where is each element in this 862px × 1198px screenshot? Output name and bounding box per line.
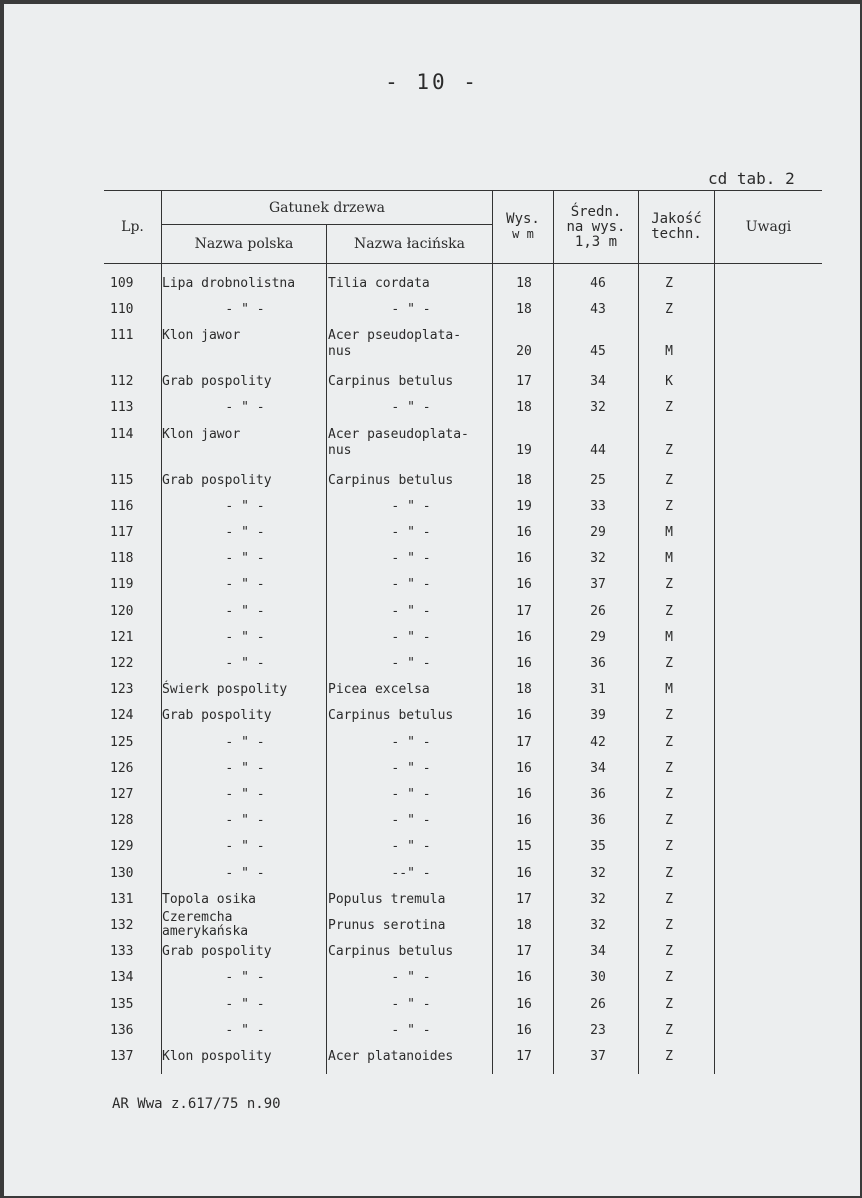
row-number: 128	[110, 813, 134, 829]
row-number: 129	[110, 839, 134, 855]
height-cell: 16	[516, 996, 532, 1012]
row-number: 115	[110, 472, 134, 488]
latin-name-cell: Carpinus betulus	[328, 374, 454, 390]
row-number: 135	[110, 996, 134, 1012]
diameter-cell: 44	[590, 442, 606, 458]
row-number: 127	[110, 786, 134, 802]
height-cell: 16	[516, 655, 532, 671]
polish-name-cell: Klon pospolity	[162, 1048, 272, 1064]
latin-name-cell: - " -	[391, 603, 431, 619]
latin-name-cell: nus	[328, 442, 352, 458]
quality-cell: Z	[665, 1048, 673, 1064]
polish-name-cell: Grab pospolity	[162, 944, 272, 960]
quality-cell: Z	[665, 917, 673, 933]
quality-cell: Z	[665, 472, 673, 488]
diameter-cell: 26	[590, 996, 606, 1012]
latin-name-cell: - " -	[391, 786, 431, 802]
col-divider-polish	[326, 224, 327, 1074]
height-cell: 16	[516, 865, 532, 881]
row-number: 116	[110, 498, 134, 514]
latin-name-cell: Acer paseudoplata-	[328, 426, 469, 442]
header-height-line1: Wys.	[506, 211, 540, 227]
row-number: 113	[110, 400, 134, 416]
quality-cell: Z	[665, 734, 673, 750]
diameter-cell: 42	[590, 734, 606, 750]
diameter-cell: 34	[590, 760, 606, 776]
diameter-cell: 43	[590, 302, 606, 318]
latin-name-cell: - " -	[391, 577, 431, 593]
latin-name-cell: - " -	[391, 839, 431, 855]
header-diameter-line3: 1,3 m	[574, 233, 618, 250]
latin-name-cell: Picea excelsa	[328, 682, 430, 698]
quality-cell: Z	[665, 760, 673, 776]
diameter-cell: 36	[590, 813, 606, 829]
diameter-cell: 30	[590, 970, 606, 986]
height-cell: 17	[516, 603, 532, 619]
header-quality-line2: techn.	[651, 226, 702, 242]
height-cell: 16	[516, 551, 532, 567]
latin-name-cell: - " -	[391, 970, 431, 986]
diameter-cell: 35	[590, 839, 606, 855]
row-number: 132	[110, 917, 134, 933]
height-cell: 18	[516, 302, 532, 318]
latin-name-cell: - " -	[391, 655, 431, 671]
row-number: 122	[110, 655, 134, 671]
header-diameter-line2: na wys.	[566, 218, 626, 235]
quality-cell: M	[665, 629, 673, 645]
latin-name-cell: Acer platanoides	[328, 1048, 454, 1064]
height-cell: 19	[516, 442, 532, 458]
polish-name-cell: - " -	[225, 760, 265, 776]
diameter-cell: 34	[590, 374, 606, 390]
row-number: 123	[110, 682, 134, 698]
col-divider-diameter	[638, 190, 639, 1074]
latin-name-cell: Acer pseudoplata-	[328, 328, 462, 344]
polish-name-cell: Grab pospolity	[162, 472, 272, 488]
polish-name-cell: - " -	[225, 302, 265, 318]
polish-name-cell: - " -	[225, 498, 265, 514]
polish-name-cell: Lipa drobnolistna	[162, 276, 296, 291]
continued-label: cd tab. 2	[708, 169, 795, 188]
row-number: 126	[110, 760, 134, 776]
height-cell: 20	[516, 344, 532, 360]
diameter-cell: 46	[590, 276, 606, 291]
latin-name-cell: - " -	[391, 498, 431, 514]
height-cell: 16	[516, 786, 532, 802]
height-cell: 16	[516, 577, 532, 593]
quality-cell: Z	[665, 655, 673, 671]
row-number: 133	[110, 944, 134, 960]
height-cell: 17	[516, 891, 532, 907]
polish-name-cell: - " -	[225, 839, 265, 855]
polish-name-cell: Grab pospolity	[162, 708, 272, 724]
latin-name-cell: Prunus serotina	[328, 917, 446, 933]
header-quality	[639, 192, 714, 262]
diameter-cell: 29	[590, 629, 606, 645]
quality-cell: Z	[665, 944, 673, 960]
height-cell: 16	[516, 970, 532, 986]
height-cell: 16	[516, 760, 532, 776]
latin-name-cell: Carpinus betulus	[328, 708, 454, 724]
latin-name-cell: - " -	[391, 551, 431, 567]
polish-name-cell: amerykańska	[162, 923, 249, 939]
document-page	[4, 4, 860, 1196]
quality-cell: Z	[665, 813, 673, 829]
diameter-cell: 32	[590, 551, 606, 567]
quality-cell: Z	[665, 970, 673, 986]
height-cell: 16	[516, 524, 532, 540]
polish-name-cell: Klon jawor	[162, 426, 241, 442]
polish-name-cell: - " -	[225, 629, 265, 645]
height-cell: 18	[516, 276, 532, 291]
species-subheader-line	[162, 224, 492, 225]
header-height-line2: w m	[512, 227, 534, 241]
polish-name-cell: - " -	[225, 1022, 265, 1038]
diameter-cell: 23	[590, 1022, 606, 1038]
diameter-cell: 32	[590, 865, 606, 881]
quality-cell: Z	[665, 400, 673, 416]
row-number: 134	[110, 970, 134, 986]
quality-cell: Z	[665, 603, 673, 619]
polish-name-cell: - " -	[225, 577, 265, 593]
row-number: 117	[110, 524, 134, 540]
row-number: 131	[110, 891, 134, 907]
diameter-cell: 36	[590, 655, 606, 671]
polish-name-cell: Świerk pospolity	[162, 682, 288, 698]
row-number: 121	[110, 629, 134, 645]
height-cell: 16	[516, 1022, 532, 1038]
height-cell: 17	[516, 734, 532, 750]
row-number: 136	[110, 1022, 134, 1038]
diameter-cell: 36	[590, 786, 606, 802]
header-height	[493, 192, 553, 262]
header-diameter-line1: Średn.	[570, 203, 622, 220]
row-number: 114	[110, 426, 134, 442]
diameter-cell: 39	[590, 708, 606, 724]
polish-name-cell: - " -	[225, 786, 265, 802]
header-latin-name: Nazwa łacińska	[354, 235, 465, 252]
polish-name-cell: - " -	[225, 865, 265, 881]
archive-reference: AR Wwa z.617/75 n.90	[112, 1096, 281, 1112]
quality-cell: M	[665, 344, 673, 360]
height-cell: 16	[516, 813, 532, 829]
quality-cell: Z	[665, 891, 673, 907]
row-number: 119	[110, 577, 134, 593]
diameter-cell: 31	[590, 682, 606, 698]
height-cell: 19	[516, 498, 532, 514]
quality-cell: Z	[665, 865, 673, 881]
latin-name-cell: - " -	[391, 734, 431, 750]
header-remarks: Uwagi	[745, 218, 792, 235]
col-divider-quality	[714, 190, 715, 1074]
latin-name-cell: nus	[328, 344, 352, 360]
row-number: 120	[110, 603, 134, 619]
header-lp: Lp.	[121, 218, 144, 235]
height-cell: 16	[516, 629, 532, 645]
row-number: 130	[110, 865, 134, 881]
latin-name-cell: Tilia cordata	[328, 276, 430, 291]
polish-name-cell: Klon jawor	[162, 328, 241, 344]
polish-name-cell: - " -	[225, 603, 265, 619]
polish-name-cell: Topola osika	[162, 891, 256, 907]
row-number: 109	[110, 276, 134, 291]
polish-name-cell: - " -	[225, 996, 265, 1012]
quality-cell: M	[665, 551, 673, 567]
quality-cell: M	[665, 524, 673, 540]
diameter-cell: 33	[590, 498, 606, 514]
latin-name-cell: Carpinus betulus	[328, 472, 454, 488]
diameter-cell: 32	[590, 917, 606, 933]
diameter-cell: 37	[590, 577, 606, 593]
page-number: - 10 -	[385, 70, 479, 94]
latin-name-cell: - " -	[391, 302, 431, 318]
latin-name-cell: - " -	[391, 1022, 431, 1038]
quality-cell: Z	[665, 302, 673, 318]
height-cell: 17	[516, 1048, 532, 1064]
latin-name-cell: Carpinus betulus	[328, 944, 454, 960]
diameter-cell: 37	[590, 1048, 606, 1064]
height-cell: 18	[516, 472, 532, 488]
row-number: 110	[110, 302, 134, 318]
diameter-cell: 29	[590, 524, 606, 540]
latin-name-cell: - " -	[391, 760, 431, 776]
diameter-cell: 45	[590, 344, 606, 360]
polish-name-cell: - " -	[225, 970, 265, 986]
quality-cell: Z	[665, 442, 673, 458]
polish-name-cell: - " -	[225, 400, 265, 416]
row-number: 137	[110, 1048, 134, 1064]
height-cell: 17	[516, 944, 532, 960]
height-cell: 17	[516, 374, 532, 390]
row-number: 118	[110, 551, 134, 567]
quality-cell: Z	[665, 1022, 673, 1038]
diameter-cell: 34	[590, 944, 606, 960]
header-quality-line1: Jakość	[651, 211, 702, 227]
latin-name-cell: - " -	[391, 813, 431, 829]
quality-cell: M	[665, 682, 673, 698]
height-cell: 18	[516, 682, 532, 698]
polish-name-cell: - " -	[225, 734, 265, 750]
latin-name-cell: - " -	[391, 524, 431, 540]
latin-name-cell: - " -	[391, 629, 431, 645]
latin-name-cell: - " -	[391, 996, 431, 1012]
quality-cell: Z	[665, 839, 673, 855]
latin-name-cell: --" -	[391, 865, 431, 881]
row-number: 112	[110, 374, 134, 390]
polish-name-cell: Czeremcha	[162, 909, 233, 925]
polish-name-cell: - " -	[225, 551, 265, 567]
quality-cell: Z	[665, 577, 673, 593]
header-species-group: Gatunek drzewa	[268, 199, 386, 216]
latin-name-cell: Populus tremula	[328, 891, 446, 907]
height-cell: 18	[516, 400, 532, 416]
header-polish-name: Nazwa polska	[194, 235, 294, 252]
quality-cell: Z	[665, 708, 673, 724]
height-cell: 15	[516, 839, 532, 855]
polish-name-cell: Grab pospolity	[162, 374, 272, 390]
row-number: 125	[110, 734, 134, 750]
quality-cell: Z	[665, 996, 673, 1012]
diameter-cell: 25	[590, 472, 606, 488]
polish-name-cell: - " -	[225, 524, 265, 540]
height-cell: 16	[516, 708, 532, 724]
row-number: 111	[110, 328, 134, 344]
diameter-cell: 32	[590, 891, 606, 907]
quality-cell: Z	[665, 786, 673, 802]
diameter-cell: 32	[590, 400, 606, 416]
diameter-cell: 26	[590, 603, 606, 619]
latin-name-cell: - " -	[391, 400, 431, 416]
quality-cell: K	[665, 374, 673, 390]
header-diameter	[554, 192, 638, 262]
polish-name-cell: - " -	[225, 655, 265, 671]
quality-cell: Z	[665, 276, 673, 291]
quality-cell: Z	[665, 498, 673, 514]
col-divider-height	[553, 190, 554, 1074]
polish-name-cell: - " -	[225, 813, 265, 829]
height-cell: 18	[516, 917, 532, 933]
row-number: 124	[110, 708, 134, 724]
